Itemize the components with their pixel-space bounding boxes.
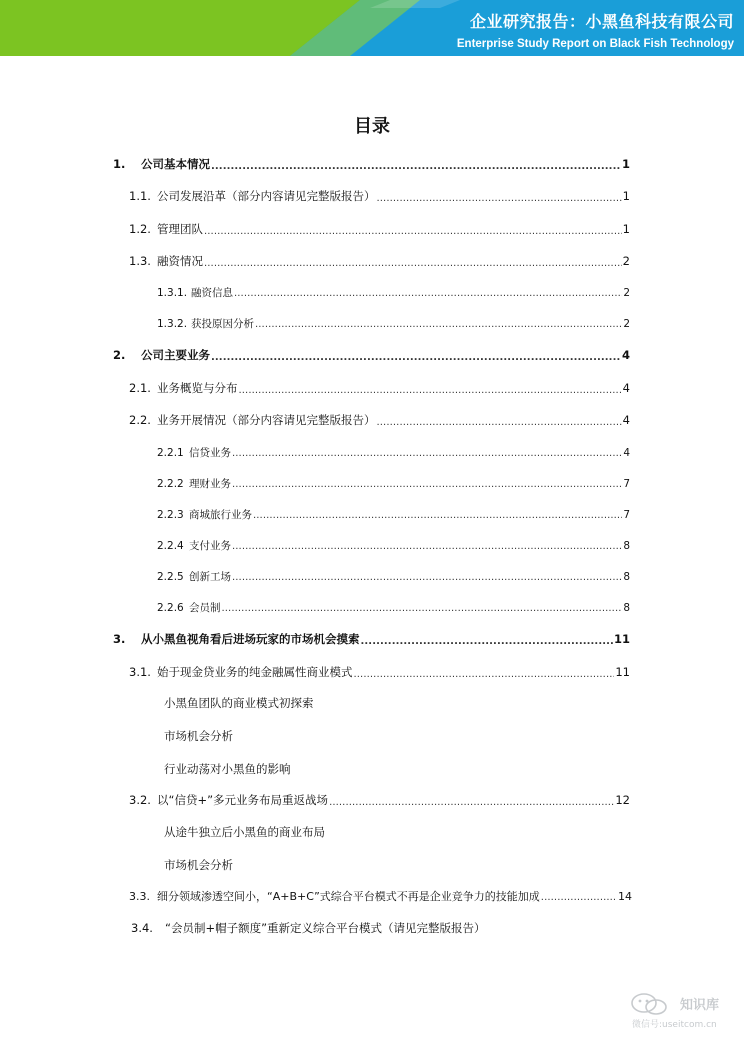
toc-leader-dots <box>329 794 614 808</box>
toc-entry[interactable] <box>129 188 630 204</box>
toc-entry-page: 8 <box>623 540 630 552</box>
toc-entry-page: 2 <box>622 254 630 268</box>
toc-entry[interactable] <box>113 347 630 363</box>
toc-entry-text: 融资信息 <box>191 287 233 299</box>
toc-heading: 目录 <box>354 116 390 137</box>
toc-entry-text: 始于现金贷业务的纯金融属性商业模式 <box>157 665 353 679</box>
toc-leader-dots <box>232 447 622 461</box>
toc-entry-number: 1.3. <box>129 254 151 268</box>
toc-entry-number: 3.4. <box>131 921 153 935</box>
toc-entry-page: 8 <box>623 602 630 614</box>
toc-entry-page: 7 <box>623 478 630 490</box>
toc-entry-page: 7 <box>623 509 630 521</box>
toc-entry-page: 1 <box>622 222 630 236</box>
toc-entry[interactable] <box>129 221 630 237</box>
toc-leader-dots <box>232 478 622 492</box>
toc-entry-text: 商城旅行业务 <box>189 509 252 521</box>
toc-leader-dots <box>239 382 622 396</box>
toc-entry-page: 4 <box>623 447 630 459</box>
toc-entry[interactable] <box>129 253 630 269</box>
toc-entry-text: 业务概览与分布 <box>157 381 238 395</box>
toc-entry[interactable] <box>129 888 632 904</box>
wechat-icon <box>630 992 676 1016</box>
toc-entry[interactable] <box>129 412 630 428</box>
toc-entry-number: 1.3.1. <box>157 287 188 299</box>
toc-entry-number: 3.1. <box>129 665 151 679</box>
toc-entry-number: 2.2.3 <box>157 509 184 521</box>
toc-leader-dots <box>234 287 622 301</box>
toc-entry-number: 1.3.2. <box>157 318 188 330</box>
toc-entry-text: 公司主要业务 <box>141 348 210 362</box>
toc-entry-text: 获投原因分析 <box>191 318 254 330</box>
wechat-watermark <box>628 992 738 1034</box>
toc-leader-dots <box>222 602 623 616</box>
toc-subentry[interactable]: 小黑鱼团队的商业模式初探索 <box>164 696 314 710</box>
toc-entry-number: 1. <box>113 157 126 171</box>
toc-entry-text: 细分领域渗透空间小，“A+B+C”式综合平台模式不再是企业竞争力的技能加成 <box>157 890 540 903</box>
toc-entry-text: “会员制+帽子额度”重新定义综合平台模式（请见完整版报告） <box>165 921 486 935</box>
toc-entry-number: 1.2. <box>129 222 151 236</box>
toc-leader-dots <box>377 190 622 204</box>
toc-entry-number: 2.2.2 <box>157 478 184 490</box>
toc-leader-dots <box>354 666 615 680</box>
toc-entry[interactable] <box>131 920 486 936</box>
toc-entry-text: 公司基本情况 <box>141 157 210 171</box>
toc-leader-dots <box>204 223 622 237</box>
report-subtitle: Enterprise Study Report on Black Fish Technology <box>456 38 734 50</box>
toc-leader-dots <box>377 414 622 428</box>
toc-entry-page: 4 <box>621 348 630 362</box>
toc-entry-text: 以“信贷+”多元业务布局重返战场 <box>157 793 329 807</box>
toc-entry[interactable] <box>113 631 630 647</box>
toc-subentry[interactable]: 从途牛独立后小黑鱼的商业布局 <box>164 825 325 839</box>
toc-entry-page: 14 <box>618 890 632 903</box>
toc-entry-number: 2.2.4 <box>157 540 184 552</box>
toc-entry[interactable] <box>157 600 630 616</box>
toc-entry-text: 业务开展情况（部分内容请见完整版报告） <box>157 413 376 427</box>
toc-entry-text: 管理团队 <box>157 222 203 236</box>
toc-entry-number: 3. <box>113 632 126 646</box>
toc-leader-dots <box>541 890 617 904</box>
toc-entry-page: 11 <box>615 665 630 679</box>
toc-entry-page: 2 <box>623 318 630 330</box>
toc-entry-number: 3.3. <box>129 890 150 903</box>
toc-entry-text: 融资情况 <box>157 254 203 268</box>
toc-entry-page: 2 <box>623 287 630 299</box>
toc-entry[interactable] <box>157 569 630 585</box>
toc-leader-dots <box>232 540 622 554</box>
toc-leader-dots <box>211 158 621 172</box>
toc-entry[interactable] <box>157 285 630 301</box>
toc-entry-number: 2.2.6 <box>157 602 184 614</box>
toc-subentry[interactable]: 行业动荡对小黑鱼的影响 <box>164 762 291 776</box>
toc-entry-number: 2. <box>113 348 126 362</box>
toc-entry-page: 4 <box>622 413 630 427</box>
toc-entry[interactable] <box>129 792 630 808</box>
toc-entry[interactable] <box>157 445 630 461</box>
toc-entry-page: 11 <box>613 632 630 646</box>
toc-entry-text: 理财业务 <box>189 478 231 490</box>
toc-entry-page: 12 <box>615 793 630 807</box>
toc-leader-dots <box>253 509 622 523</box>
toc-entry[interactable] <box>113 156 630 172</box>
report-header-banner <box>0 0 744 56</box>
toc-subentry[interactable]: 市场机会分析 <box>164 858 233 872</box>
report-title: 企业研究报告：小黑鱼科技有限公司 <box>469 12 734 31</box>
toc-leader-dots <box>255 318 622 332</box>
watermark-wechat-id: 微信号:useitcom.cn <box>632 1020 717 1030</box>
toc-entry[interactable] <box>157 507 630 523</box>
toc-entry-page: 1 <box>622 189 630 203</box>
toc-entry-number: 2.2. <box>129 413 151 427</box>
toc-entry-text: 从小黑鱼视角看后进场玩家的市场机会摸索 <box>141 632 360 646</box>
toc-entry-text: 公司发展沿革（部分内容请见完整版报告） <box>157 189 376 203</box>
toc-entry-text: 信贷业务 <box>189 447 231 459</box>
toc-entry[interactable] <box>129 664 630 680</box>
toc-entry-text: 创新工场 <box>189 571 231 583</box>
toc-entry-page: 8 <box>623 571 630 583</box>
toc-entry-text: 会员制 <box>189 602 221 614</box>
toc-leader-dots <box>204 255 622 269</box>
toc-leader-dots <box>211 349 621 363</box>
toc-entry[interactable] <box>157 476 630 492</box>
toc-entry-text: 支付业务 <box>189 540 231 552</box>
toc-entry-number: 3.2. <box>129 793 151 807</box>
toc-entry-number: 2.2.5 <box>157 571 184 583</box>
toc-subentry[interactable]: 市场机会分析 <box>164 729 233 743</box>
toc-entry-page: 1 <box>621 157 630 171</box>
toc-entry[interactable] <box>157 316 630 332</box>
toc-leader-dots <box>232 571 622 585</box>
toc-entry-number: 1.1. <box>129 189 151 203</box>
toc-entry[interactable] <box>157 538 630 554</box>
toc-leader-dots <box>361 633 613 647</box>
toc-entry-page: 4 <box>622 381 630 395</box>
watermark-brand: 知识库 <box>680 998 720 1013</box>
toc-entry-number: 2.1. <box>129 381 151 395</box>
toc-entry[interactable] <box>129 380 630 396</box>
toc-entry-number: 2.2.1 <box>157 447 184 459</box>
